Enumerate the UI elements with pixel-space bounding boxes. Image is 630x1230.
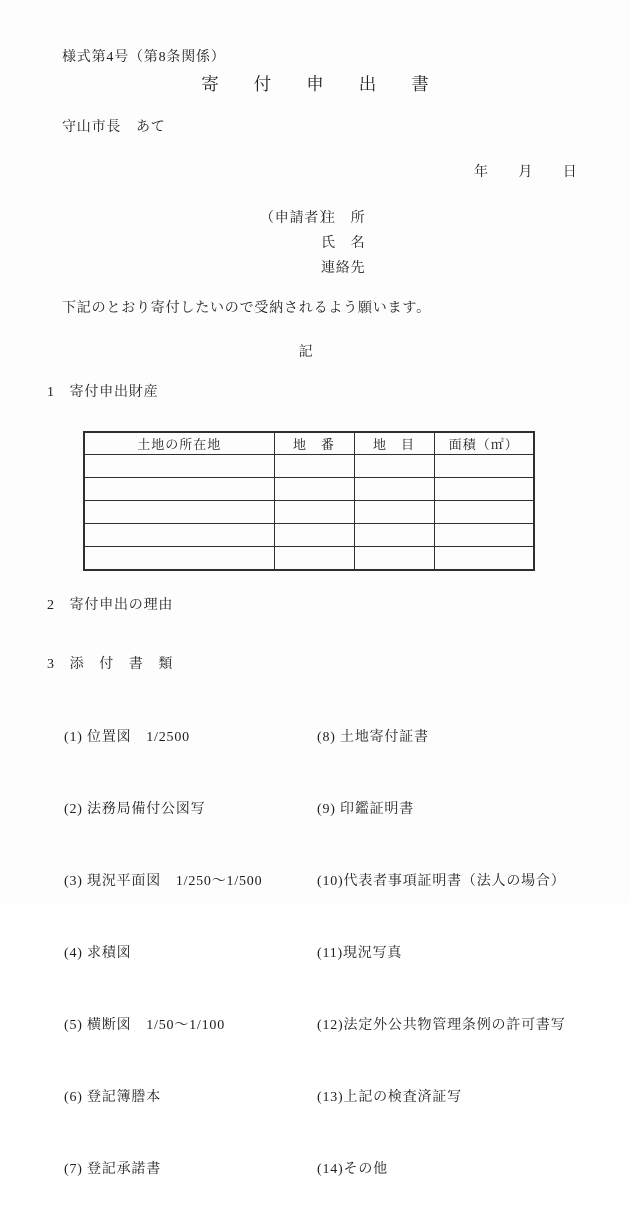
empty-cell	[434, 455, 534, 478]
form-number: 様式第4号（第8条関係）	[62, 50, 226, 65]
section2-heading: 2 寄付申出の理由	[47, 598, 174, 613]
property-table-header-row	[84, 432, 534, 455]
property-table-row	[84, 455, 534, 478]
attachment-item-14: (14)その他	[317, 1162, 388, 1177]
section1-heading: 1 寄付申出財産	[47, 385, 159, 400]
attachment-item-10: (10)代表者事項証明書（法人の場合）	[317, 874, 566, 889]
attachment-list-left	[64, 678, 262, 1230]
empty-cell	[84, 524, 274, 547]
empty-cell	[434, 524, 534, 547]
ki-label: 記	[298, 345, 314, 360]
property-table-row	[84, 501, 534, 524]
column-header-land-category: 地 目	[354, 432, 434, 455]
empty-cell	[434, 501, 534, 524]
property-table	[83, 431, 535, 571]
empty-cell	[354, 524, 434, 547]
attachment-item-2: (2) 法務局備付公図写	[64, 802, 206, 817]
attachment-item-8: (8) 土地寄付証書	[317, 730, 429, 745]
empty-cell	[274, 524, 354, 547]
empty-cell	[84, 547, 274, 571]
empty-cell	[274, 501, 354, 524]
request-sentence: 下記のとおり寄付したいので受納されるよう願います。	[62, 301, 431, 316]
empty-cell	[354, 478, 434, 501]
empty-cell	[434, 547, 534, 571]
applicant-address-label: 住 所	[321, 211, 366, 226]
column-header-lot-number: 地 番	[274, 432, 354, 455]
attachment-item-6: (6) 登記簿謄本	[64, 1090, 162, 1105]
property-table-row	[84, 524, 534, 547]
column-header-land-location: 土地の所在地	[84, 432, 274, 455]
applicant-contact-label: 連絡先	[321, 261, 366, 276]
empty-cell	[354, 455, 434, 478]
attachment-item-4: (4) 求積図	[64, 946, 132, 961]
attachment-item-5: (5) 横断図 1/50～1/100	[64, 1018, 226, 1033]
applicant-name-label: 氏 名	[321, 236, 366, 251]
empty-cell	[84, 501, 274, 524]
column-header-area: 面積（㎡）	[434, 432, 534, 455]
document-title: 寄 付 申 出 書	[201, 74, 429, 94]
attachment-item-1: (1) 位置図 1/2500	[64, 730, 190, 745]
section3-heading: 3 添 付 書 類	[47, 657, 174, 672]
attachment-item-13: (13)上記の検査済証写	[317, 1090, 462, 1105]
applicant-label: （申請者）	[260, 211, 334, 226]
date-line: 年 月 日	[474, 165, 578, 180]
empty-cell	[354, 501, 434, 524]
attachment-item-7: (7) 登記承諾書	[64, 1162, 162, 1177]
property-table-row	[84, 547, 534, 571]
empty-cell	[274, 547, 354, 571]
empty-cell	[274, 455, 354, 478]
empty-cell	[84, 455, 274, 478]
property-table-row	[84, 478, 534, 501]
empty-cell	[274, 478, 354, 501]
empty-cell	[434, 478, 534, 501]
attachment-item-12: (12)法定外公共物管理条例の許可書写	[317, 1018, 566, 1033]
addressee-line: 守山市長 あて	[62, 120, 166, 135]
attachment-item-9: (9) 印鑑証明書	[317, 802, 415, 817]
attachment-item-11: (11)現況写真	[317, 946, 403, 961]
empty-cell	[84, 478, 274, 501]
empty-cell	[354, 547, 434, 571]
attachment-item-3: (3) 現況平面図 1/250～1/500	[64, 874, 263, 889]
attachment-list-right	[317, 678, 566, 1230]
